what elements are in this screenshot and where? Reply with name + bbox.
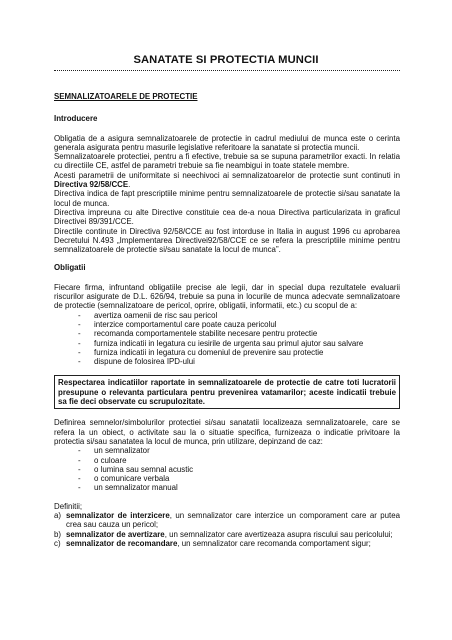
- intro-paragraph-4: Directiva indica de fapt prescriptiile minime pentru semnalizatoarele de protectie si/sau sanatate la locul de munca.: [54, 189, 400, 208]
- list-item: - o lumina sau semnal acustic: [78, 465, 400, 474]
- page-title: SANATATE SI PROTECTIA MUNCII: [133, 54, 319, 66]
- signal-kinds-list: [54, 446, 400, 492]
- definition-term: semnalizator de interzicere: [66, 510, 170, 520]
- document-body: [54, 92, 400, 548]
- definition-term: semnalizator de avertizare: [66, 529, 165, 539]
- spacer: [54, 409, 400, 418]
- intro-paragraph-5: Directiva impreuna cu alte Directive constituie cea de-a noua Directiva particularizata in graficul Directivei 89/391/CCE.: [54, 207, 400, 227]
- intro-paragraph-1: Obligatia de a asigura semnalizatoarele de protectie in cadrul mediului de munca este o cerinta generala asigurata pentru masurile legislative referitoare la sanatate si protectia muncii.: [54, 133, 400, 152]
- list-item: - un semnalizator manual: [78, 483, 400, 492]
- obligatii-paragraph-2: Definirea semnelor/simbolurilor protectiei si/sau sanatatii localizeaza semnalizatoarele, care se refera la un obiect, o activitate sau la o situatie specifica, furnizeaza o indicatie privitoare la protectia si/sau sanatatea la locul de munca, prin utilizare, depinzand de caz:: [54, 418, 400, 446]
- intro-heading: Introducere: [54, 114, 98, 124]
- list-item: - dispune de folosirea IPD-ului: [78, 357, 400, 366]
- list-item: - furniza indicatii in legatura cu iesirile de urgenta sau primul ajutor sau salvare: [78, 339, 400, 348]
- intro-paragraph-6: Directile continute in Directiva 92/58/CCE au fost intorduse in Italia in august 1996 cu aprobarea Decretului N.493 „Implementarea Directivei92/58/CCE ce se refera la prescriptiile minime pentru semnalizatoarele de protectie si/sau sanatate la locul de munca”.: [54, 226, 400, 255]
- definitions-list: [54, 511, 400, 548]
- obligatii-heading: Obligatii: [54, 263, 86, 273]
- directive-reference: Directiva 92/58/CCE: [54, 180, 129, 190]
- spacer: [54, 366, 400, 375]
- list-item: - o comunicare verbala: [78, 474, 400, 483]
- list-item: - interzice comportamentul care poate cauza pericolul: [78, 320, 400, 329]
- spacer: [54, 493, 400, 502]
- list-item: - avertiza oamenii de risc sau pericol: [78, 311, 400, 320]
- obligatii-paragraph-1: Fiecare firma, infruntand obligatiile precise ale legii, dar in special dupa rezultatele evaluarii riscurilor asigurate de D.L. 626/94, trebuie sa puna in locurile de munca adecvate semnalizatoare de protectie (semnalizatoare de pericol, oprire, obligatii, informatii, etc.) cu scopul de a:: [54, 282, 400, 311]
- section-title: SEMNALIZATOARELE DE PROTECTIE: [54, 92, 198, 101]
- intro-paragraph-3-text: Acesti parametrii de uniformitate si neechivoci ai semnalizatoarelor de protectie sunt continuti in: [54, 170, 400, 180]
- intro-paragraph-3-end: .: [128, 180, 131, 190]
- list-item: - un semnalizator: [78, 446, 400, 455]
- list-item: - o culoare: [78, 456, 400, 465]
- purpose-list: [54, 311, 400, 367]
- definitions-label: Definitii;: [54, 501, 83, 511]
- definition-text: , un semnalizator care recomanda comportament sigur;: [177, 538, 371, 548]
- definition-item: [54, 511, 400, 530]
- definition-marker: b): [54, 529, 62, 539]
- intro-paragraph-3: [54, 171, 400, 190]
- definition-item: [54, 530, 400, 539]
- list-item: - furniza indicatii in legatura cu domeniul de prevenire sau protectie: [78, 348, 400, 357]
- definition-text: , un semnalizator care avertizeaza asupra riscului sau pericolului;: [164, 529, 393, 539]
- important-notice-box: Respectarea indicatiilor raportate in semnalizatoarele de protectie de catre toti lucratorii presupune o relevanta particulara pentru prevenirea vatamarilor; aceste indicatii trebuie sa fie deci observate cu scrupulozitate.: [54, 375, 400, 409]
- definition-item: [54, 539, 400, 548]
- definition-term: semnalizator de recomandare: [66, 538, 178, 548]
- intro-paragraph-2: Semnalizatoarele protectiei, pentru a fi efective, trebuie sa se supuna parametrilor exacti. In relatia cu directiile CE, astfel de parametri trebuie sa fie neambigui in toate statele membre.: [54, 152, 400, 171]
- spacer: [54, 254, 400, 263]
- definition-marker: c): [54, 538, 61, 548]
- definition-text: , un semnalizator care interzice un comporament care ar putea crea sau cauza un pericol;: [66, 510, 400, 530]
- definition-marker: a): [54, 510, 62, 520]
- dotted-divider: [54, 70, 400, 71]
- list-item: - recomanda comportamentele stabilite necesare pentru protectie: [78, 329, 400, 338]
